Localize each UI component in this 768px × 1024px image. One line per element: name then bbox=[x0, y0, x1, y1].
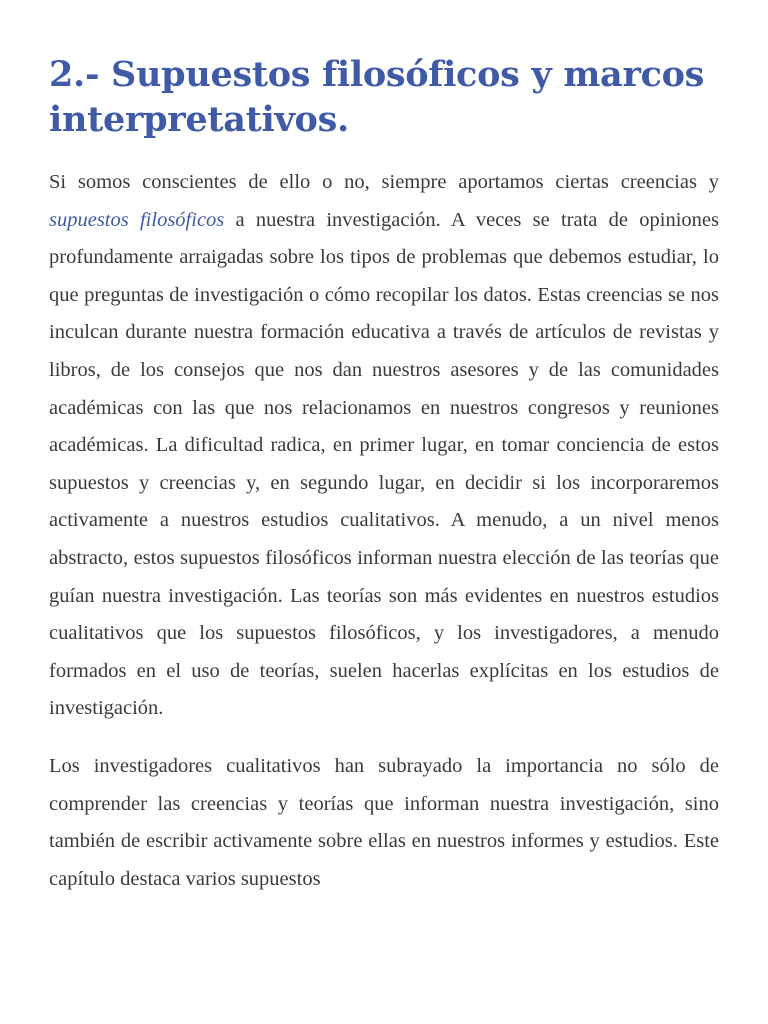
document-page bbox=[49, 52, 719, 918]
paragraph-2: Los investigadores cualitativos han subrayado la importancia no sólo de comprender las creencias y teorías que informan nuestra investigación, sino también de escribir activamente sobre ellas en nuestros informes y estudios. Este capítulo destaca varios supuestos bbox=[49, 754, 719, 890]
paragraph-1-lead: Si somos conscientes de ello o no, siempre aportamos ciertas creencias y bbox=[49, 171, 719, 193]
philosophical-assumptions-link[interactable]: supuestos filosóficos bbox=[49, 208, 225, 231]
section-heading: 2.- Supuestos filosóficos y marcos interpretativos. bbox=[49, 54, 705, 140]
paragraph-1 bbox=[49, 164, 719, 728]
paragraph-1-rest: a nuestra investigación. A veces se trata de opiniones profundamente arraigadas sobre los tipos de problemas que debemos estudiar, lo que preguntas de investigación o cómo recopilar los datos. Estas creencias se nos inculcan durante nuestra formación educativa a través de artículos de revistas y libros, de los consejos que nos dan nuestros asesores y de las comunidades académicas con las que nos relacionamos en nuestros congresos y reuniones académicas. La dificultad radica, en primer lugar, en tomar conciencia de estos supuestos y creencias y, en segundo lugar, en decidir si los incorporaremos activamente a nuestros estudios cualitativos. A menudo, a un nivel menos abstracto, estos supuestos filosóficos informan nuestra elección de las teorías que guían nuestra investigación. Las teorías son más evidentes en nuestros estudios cualitativos que los supuestos filosóficos, y los investigadores, a menudo formados en el uso de teorías, suelen hacerlas explícitas en los estudios de investigación. bbox=[49, 208, 719, 720]
